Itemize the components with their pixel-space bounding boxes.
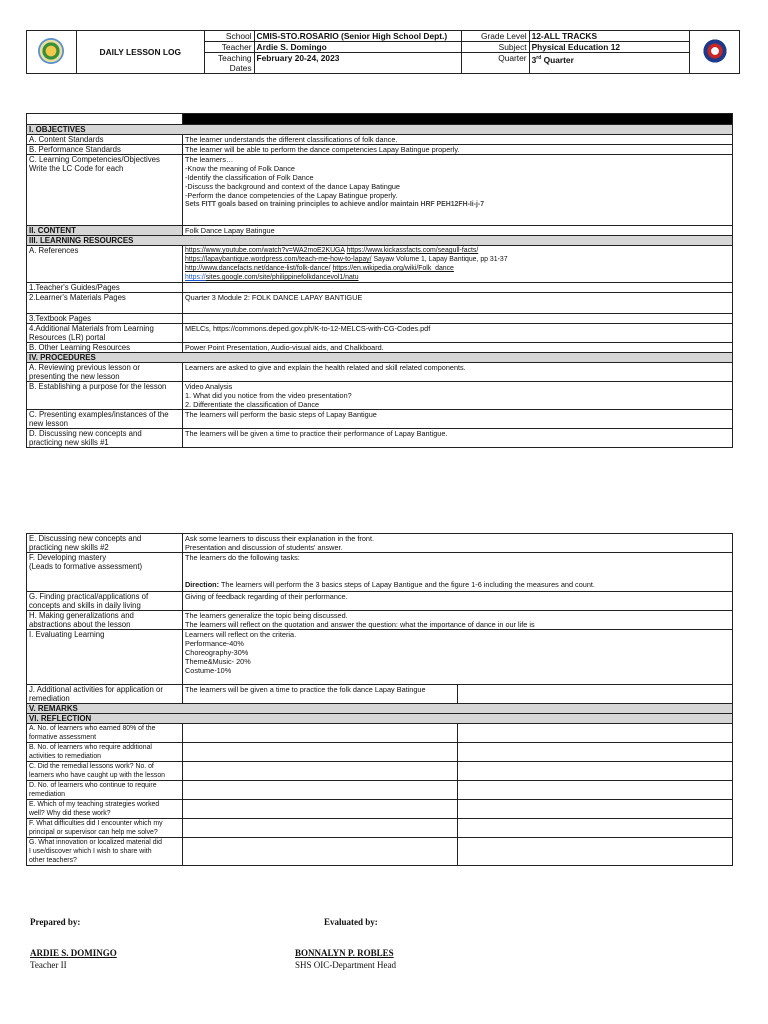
table-row [27, 534, 733, 553]
table-row [27, 283, 733, 293]
row-value: Quarter 3 Module 2: FOLK DANCE LAPAY BANTIGUE [183, 293, 733, 314]
school-value: CMIS-STO.ROSARIO (Senior High School Dept.) [254, 31, 461, 42]
evaluator-title: SHS OIC-Department Head [295, 960, 396, 970]
lesson-table-2 [26, 533, 733, 866]
row-value: Video Analysis 1. What did you notice from the video presentation? 2. Differentiate the classification of Dance [183, 382, 733, 410]
section-content: II. CONTENT [27, 226, 183, 236]
row-label: I. Evaluating Learning [27, 630, 183, 685]
table-row [27, 819, 733, 838]
document-title: DAILY LESSON LOG [76, 31, 204, 74]
table-header-bar [183, 114, 733, 125]
section-reflection: VI. REFLECTION [27, 714, 733, 724]
table-row [27, 410, 733, 429]
answer-cell [458, 838, 733, 866]
lesson-log-header [26, 30, 740, 74]
row-value: The learners will be given a time to practice their performance of Lapay Bantigue. [183, 429, 733, 448]
dates-label [204, 53, 254, 74]
row-value: Giving of feedback regarding of their performance. [183, 592, 733, 611]
answer-cell [183, 838, 458, 866]
row-value: Learners will reflect on the criteria. Performance-40% Choreography-30% Theme&Music- 20% Costume-10% [183, 630, 733, 685]
row-label: B. Performance Standards [27, 145, 183, 155]
section-resources: III. LEARNING RESOURCES [27, 236, 733, 246]
deped-seal-icon [702, 38, 728, 64]
row-label: A. Reviewing previous lesson or presenting the new lesson [27, 363, 183, 382]
table-row [27, 611, 733, 630]
table-row [27, 685, 733, 704]
table-row [27, 429, 733, 448]
table-row [27, 781, 733, 800]
grade-label: Grade Level [461, 31, 529, 42]
lc-code: Sets FITT goals based on training principles to achieve and/or maintain HRF PEH12FH-Ii-j-7 [185, 201, 485, 208]
table-row [27, 553, 733, 592]
teacher-label: Teacher [204, 42, 254, 53]
section-objectives: I. OBJECTIVES [27, 125, 733, 135]
answer-cell [458, 762, 733, 781]
row-value: Folk Dance Lapay Batingue [183, 226, 733, 236]
reflection-question: F. What difficulties did I encounter which my principal or supervisor can help me solve? [27, 819, 183, 838]
table-row [27, 762, 733, 781]
dates-value: February 20-24, 2023 [254, 53, 461, 74]
table-row [27, 324, 733, 343]
reference-link[interactable]: https://en.wikipedia.org/wiki/Folk_dance [332, 265, 454, 272]
row-label: A. References [27, 246, 183, 283]
answer-cell [183, 800, 458, 819]
row-value: The learner understands the different classifications of folk dance. [183, 135, 733, 145]
preparer-title: Teacher II [30, 960, 67, 970]
row-label: G. Finding practical/applications of concepts and skills in daily living [27, 592, 183, 611]
table-row [27, 343, 733, 353]
answer-cell [183, 724, 458, 743]
answer-cell [458, 819, 733, 838]
row-value: The learners do the following tasks: Direction: The learners will perform the 3 basics steps of Lapay Bantigue and the figure 1-6 including the measures and count. [183, 553, 733, 592]
reference-link[interactable]: https://www.youtube.com/watch?v=WA2moE2KUGA [185, 247, 345, 254]
row-value: The learners generalize the topic being discussed. The learners will reflect on the quotation and answer the question: what the importance of dance in our life is [183, 611, 733, 630]
table-row [27, 838, 733, 866]
row-label: 3.Textbook Pages [27, 314, 183, 324]
row-value: The learners… -Know the meaning of Folk Dance -Identify the classification of Folk Dance -Discuss the background and context of the dance Lapay Batingue -Perform the dance competencies of the Lapay Batingue properly. Sets FITT goals based on training principles to achieve and/or maintain HRF PEH12FH-Ii-j-7 [183, 155, 733, 226]
table-row [27, 293, 733, 314]
row-label: J. Additional activities for application or remediation [27, 685, 183, 704]
row-value: The learner will be able to perform the dance competencies Lapay Batingue properly. [183, 145, 733, 155]
school-logo [27, 31, 77, 74]
reflection-question: E. Which of my teaching strategies worked well? Why did these work? [27, 800, 183, 819]
teacher-value: Ardie S. Domingo [254, 42, 461, 53]
row-label: B. Establishing a purpose for the lesson [27, 382, 183, 410]
table-row [27, 743, 733, 762]
dates-label-line2: Dates [229, 63, 252, 73]
lesson-table-1 [26, 113, 733, 448]
reference-link[interactable]: http://www.dancefacts.net/dance-list/folk-dance/ [185, 265, 331, 272]
reflection-question: G. What innovation or localized material did I use/discover which I wish to share with other teachers? [27, 838, 183, 866]
table-row [27, 382, 733, 410]
row-label: D. Discussing new concepts and practicing new skills #1 [27, 429, 183, 448]
row-label: C. Learning Competencies/Objectives Write the LC Code for each [27, 155, 183, 226]
answer-cell [183, 819, 458, 838]
row-value: Power Point Presentation, Audio-visual aids, and Chalkboard. [183, 343, 733, 353]
row-value [183, 314, 733, 324]
table-row [27, 800, 733, 819]
table-row [27, 246, 733, 283]
prepared-by-label: Prepared by: [30, 917, 81, 927]
row-label: A. Content Standards [27, 135, 183, 145]
row-value: The learners will perform the basic steps of Lapay Bantigue [183, 410, 733, 429]
row-value [458, 685, 733, 704]
row-label: B. Other Learning Resources [27, 343, 183, 353]
answer-cell [458, 724, 733, 743]
table-row [27, 724, 733, 743]
answer-cell [458, 800, 733, 819]
school-seal-icon [38, 38, 64, 64]
row-label: E. Discussing new concepts and practicing new skills #2 [27, 534, 183, 553]
school-label: School [204, 31, 254, 42]
reflection-question: A. No. of learners who earned 80% of the formative assessment [27, 724, 183, 743]
dates-label-line1: Teaching [218, 53, 252, 63]
table-row [27, 135, 733, 145]
row-value: The learners will be given a time to practice the folk dance Lapay Batingue [183, 685, 458, 704]
grade-value: 12-ALL TRACKS [529, 31, 690, 42]
evaluated-by-label: Evaluated by: [324, 917, 378, 927]
row-label: C. Presenting examples/instances of the new lesson [27, 410, 183, 429]
row-value: Ask some learners to discuss their explanation in the front. Presentation and discussion of students' answer. [183, 534, 733, 553]
table-row [27, 592, 733, 611]
answer-cell [458, 743, 733, 762]
section-remarks: V. REMARKS [27, 704, 733, 714]
section-procedures: IV. PROCEDURES [27, 353, 733, 363]
reference-link[interactable]: https://lapaybantique.wordpress.com/teach-me-how-to-lapay/ [185, 256, 372, 263]
quarter-value: 3rd Quarter [529, 53, 690, 74]
row-label: 1.Teacher's Guides/Pages [27, 283, 183, 293]
answer-cell [458, 781, 733, 800]
row-label: F. Developing mastery (Leads to formative assessment) [27, 553, 183, 592]
table-row [27, 630, 733, 685]
row-label: 2.Learner's Materials Pages [27, 293, 183, 314]
row-value [183, 283, 733, 293]
table-row [27, 226, 733, 236]
quarter-label: Quarter [461, 53, 529, 74]
reflection-question: B. No. of learners who require additional activities to remediation [27, 743, 183, 762]
deped-logo [690, 31, 740, 74]
preparer-name: ARDIE S. DOMINGO [30, 948, 117, 958]
subject-label: Subject [461, 42, 529, 53]
reference-link[interactable]: https://www.kickassfacts.com/seagull-facts/ [346, 247, 479, 254]
table-row [27, 314, 733, 324]
subject-value: Physical Education 12 [529, 42, 690, 53]
row-label: H. Making generalizations and abstractions about the lesson [27, 611, 183, 630]
references-list: https://www.youtube.com/watch?v=WA2moE2KUGA https://www.kickassfacts.com/seagull-facts/ https://lapaybantique.wordpress.com/teach-me-how-to-lapay/ Sayaw Volume 1, Lapay Bantique, pp 31-37 http://www.dancefacts.net/dance-list/folk-dance/ https://en.wikipedia.org/wiki/Folk_dance https://sites.google.com/site/philippinefolkdancevol1/natu [183, 246, 733, 283]
answer-cell [183, 762, 458, 781]
reflection-question: C. Did the remedial lessons work? No. of learners who have caught up with the lesson [27, 762, 183, 781]
reference-link[interactable]: https:// [185, 274, 206, 281]
evaluator-name: BONNALYN P. ROBLES [295, 948, 394, 958]
answer-cell [183, 743, 458, 762]
table-row [27, 155, 733, 226]
row-label: 4.Additional Materials from Learning Resources (LR) portal [27, 324, 183, 343]
answer-cell [183, 781, 458, 800]
reflection-question: D. No. of learners who continue to require remediation [27, 781, 183, 800]
table-row [27, 145, 733, 155]
table-row [27, 363, 733, 382]
row-value: Learners are asked to give and explain the health related and skill related components. [183, 363, 733, 382]
row-value: MELCs, https://commons.deped.gov.ph/K-to-12-MELCS-with-CG-Codes.pdf [183, 324, 733, 343]
